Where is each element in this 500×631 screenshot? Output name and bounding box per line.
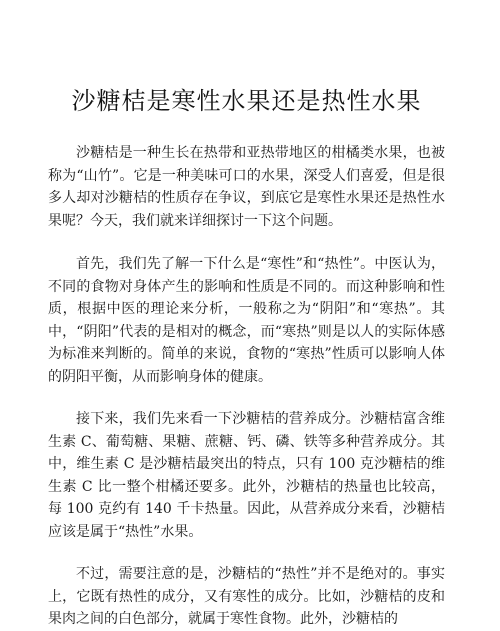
paragraph-cold-hot-concept: 首先，我们先了解一下什么是“寒性”和“热性”。中医认为，不同的食物对身体产生的影响和性质是不同的。而这种影响和性质，根据中医的理论来分析，一般称之为“阴阳”和“寒热”。其中，“阴阳”代表的是相对的概念，而“寒热”则是以人的实际体感为标准来判断的。简单的来说，食物的“寒热”性质可以影响人体的阴阳平衡，从而影响身体的健康。 <box>48 256 445 385</box>
paragraph-caveat: 不过，需要注意的是，沙糖桔的“热性”并不是绝对的。事实上，它既有热性的成分，又有寒性的成分。比如，沙糖桔的皮和果肉之间的白色部分，就属于寒性食物。此外，沙糖桔的 <box>48 566 445 627</box>
document-page <box>0 86 500 627</box>
article-title: 沙糖桔是寒性水果还是热性水果 <box>71 87 422 115</box>
paragraph-nutrition: 接下来，我们先来看一下沙糖桔的营养成分。沙糖桔富含维生素 C、葡萄糖、果糖、蔗糖、钙、磷、铁等多种营养成分。其中，维生素 C 是沙糖桔最突出的特点，只有 100 克沙糖桔的维生素 C 比一整个柑橘还要多。此外，沙糖桔的热量也比较高，每 100 克约有 140 千卡热量。因此，从营养成分来看，沙糖桔应该是属于“热性”水果。 <box>48 411 445 540</box>
paragraph-intro: 沙糖桔是一种生长在热带和亚热带地区的柑橘类水果，也被称为“山竹”。它是一种美味可口的水果，深受人们喜爱，但是很多人却对沙糖桔的性质存在争议，到底它是寒性水果还是热性水果呢？今天，我们就来详细探讨一下这个问题。 <box>48 145 445 229</box>
